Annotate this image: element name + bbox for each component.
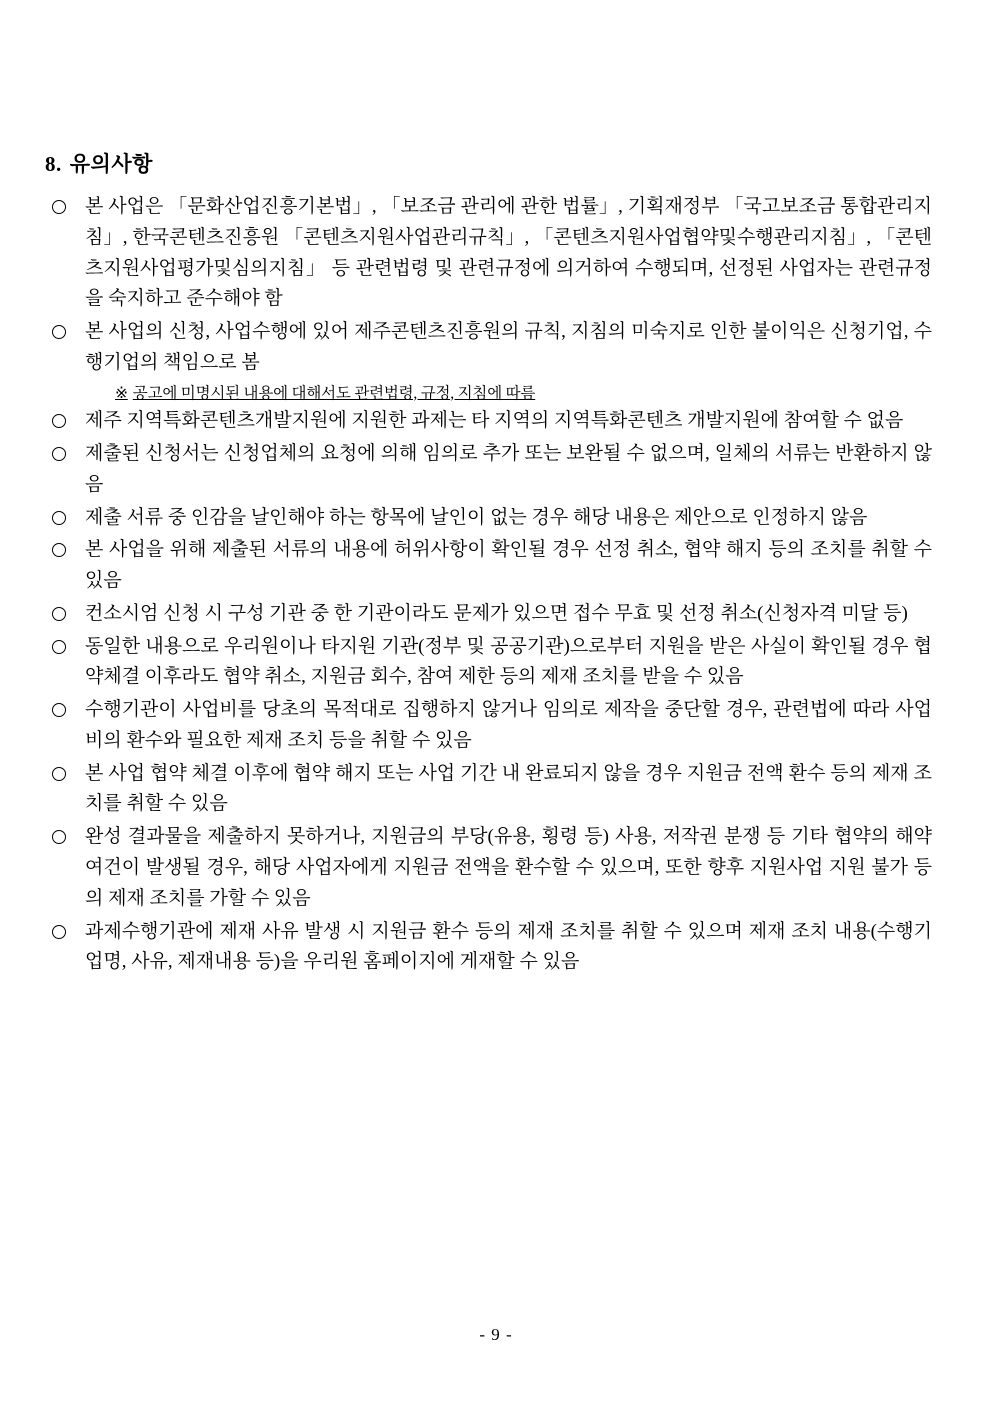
circle-bullet-icon [52, 703, 66, 717]
list-item [45, 192, 932, 315]
list-item [45, 535, 932, 597]
circle-bullet-icon [52, 925, 66, 939]
circle-bullet-icon [52, 414, 66, 428]
list-item [45, 317, 932, 404]
list-item [45, 503, 932, 534]
list-item-text: 제주 지역특화콘텐츠개발지원에 지원한 과제는 타 지역의 지역특화콘텐츠 개발지원에 참여할 수 없음 [85, 410, 904, 432]
circle-bullet-icon [52, 607, 66, 621]
list-item-text: 본 사업은 「문화산업진흥기본법」, 「보조금 관리에 관한 법률」, 기획재정부 「국고보조금 통합관리지침」, 한국콘텐츠진흥원 「콘텐츠지원사업관리규칙」, 「콘텐츠지원사업협약및수행관리지침」, 「콘텐츠지원사업평가및심의지침」 등 관련법령 및 관련규정에 의거하여 수행되며, 선정된 사업자는 관련규정을 숙지하고 준수해야 함 [85, 196, 932, 310]
notice-list [45, 192, 932, 978]
section-heading [45, 148, 932, 178]
circle-bullet-icon [52, 543, 66, 557]
circle-bullet-icon [52, 640, 66, 654]
list-item [45, 822, 932, 914]
section-title-text: 유의사항 [69, 152, 153, 176]
list-item [45, 759, 932, 821]
circle-bullet-icon [52, 511, 66, 525]
list-item-text: 제출된 신청서는 신청업체의 요청에 의해 임의로 추가 또는 보완될 수 없으며, 일체의 서류는 반환하지 않음 [85, 443, 932, 495]
list-item-text: 본 사업 협약 체결 이후에 협약 해지 또는 사업 기간 내 완료되지 않을 경우 지원금 전액 환수 등의 제재 조치를 취할 수 있음 [85, 762, 932, 815]
list-item [45, 632, 932, 694]
circle-bullet-icon [52, 325, 66, 339]
list-item-note-text: 공고에 미명시된 내용에 대해서도 관련법령, 규정, 지침에 따름 [132, 384, 536, 402]
list-item [45, 439, 932, 501]
list-item-text: 수행기관이 사업비를 당초의 목적대로 집행하지 않거나 임의로 제작을 중단할 경우, 관련법에 따라 사업비의 환수와 필요한 제재 조치 등을 취할 수 있음 [85, 699, 932, 751]
circle-bullet-icon [52, 200, 66, 214]
list-item-text: 과제수행기관에 제재 사유 발생 시 지원금 환수 등의 제재 조치를 취할 수 있으며 제재 조치 내용(수행기업명, 사유, 제재내용 등)을 우리원 홈페이지에 게재할 수 있음 [85, 920, 932, 973]
list-item [45, 599, 932, 630]
page-footer: - 9 - [479, 1325, 513, 1344]
circle-bullet-icon [52, 447, 66, 461]
circle-bullet-icon [52, 767, 66, 781]
list-item [45, 695, 932, 757]
list-item [45, 917, 932, 979]
list-item-text: 제출 서류 중 인감을 날인해야 하는 항목에 날인이 없는 경우 해당 내용은 제안으로 인정하지 않음 [85, 506, 868, 528]
list-item-text: 컨소시엄 신청 시 구성 기관 중 한 기관이라도 문제가 있으면 접수 무효 및 선정 취소(신청자격 미달 등) [85, 602, 908, 624]
list-item-text: 동일한 내용으로 우리원이나 타지원 기관(정부 및 공공기관)으로부터 지원을 받은 사실이 확인될 경우 협약체결 이후라도 협약 취소, 지원금 회수, 참여 제한 등의 제재 조치를 받을 수 있음 [85, 635, 932, 688]
reference-mark-icon: ※ [115, 384, 128, 402]
list-item [45, 406, 932, 437]
list-item-text: 본 사업을 위해 제출된 서류의 내용에 허위사항이 확인될 경우 선정 취소, 협약 해지 등의 조치를 취할 수 있음 [85, 539, 932, 592]
list-item-text: 본 사업의 신청, 사업수행에 있어 제주콘텐츠진흥원의 규칙, 지침의 미숙지로 인한 불이익은 신청기업, 수행기업의 책임으로 봄 [85, 321, 932, 373]
section-number: 8. [45, 152, 62, 176]
circle-bullet-icon [52, 830, 66, 844]
list-item-text: 완성 결과물을 제출하지 못하거나, 지원금의 부당(유용, 횡령 등) 사용, 저작권 분쟁 등 기타 협약의 해약 여건이 발생될 경우, 해당 사업자에게 지원금 전액을 환수할 수 있으며, 또한 향후 지원사업 지원 불가 등의 제재 조치를 가할 수 있음 [85, 826, 932, 909]
list-item-note [115, 383, 932, 405]
